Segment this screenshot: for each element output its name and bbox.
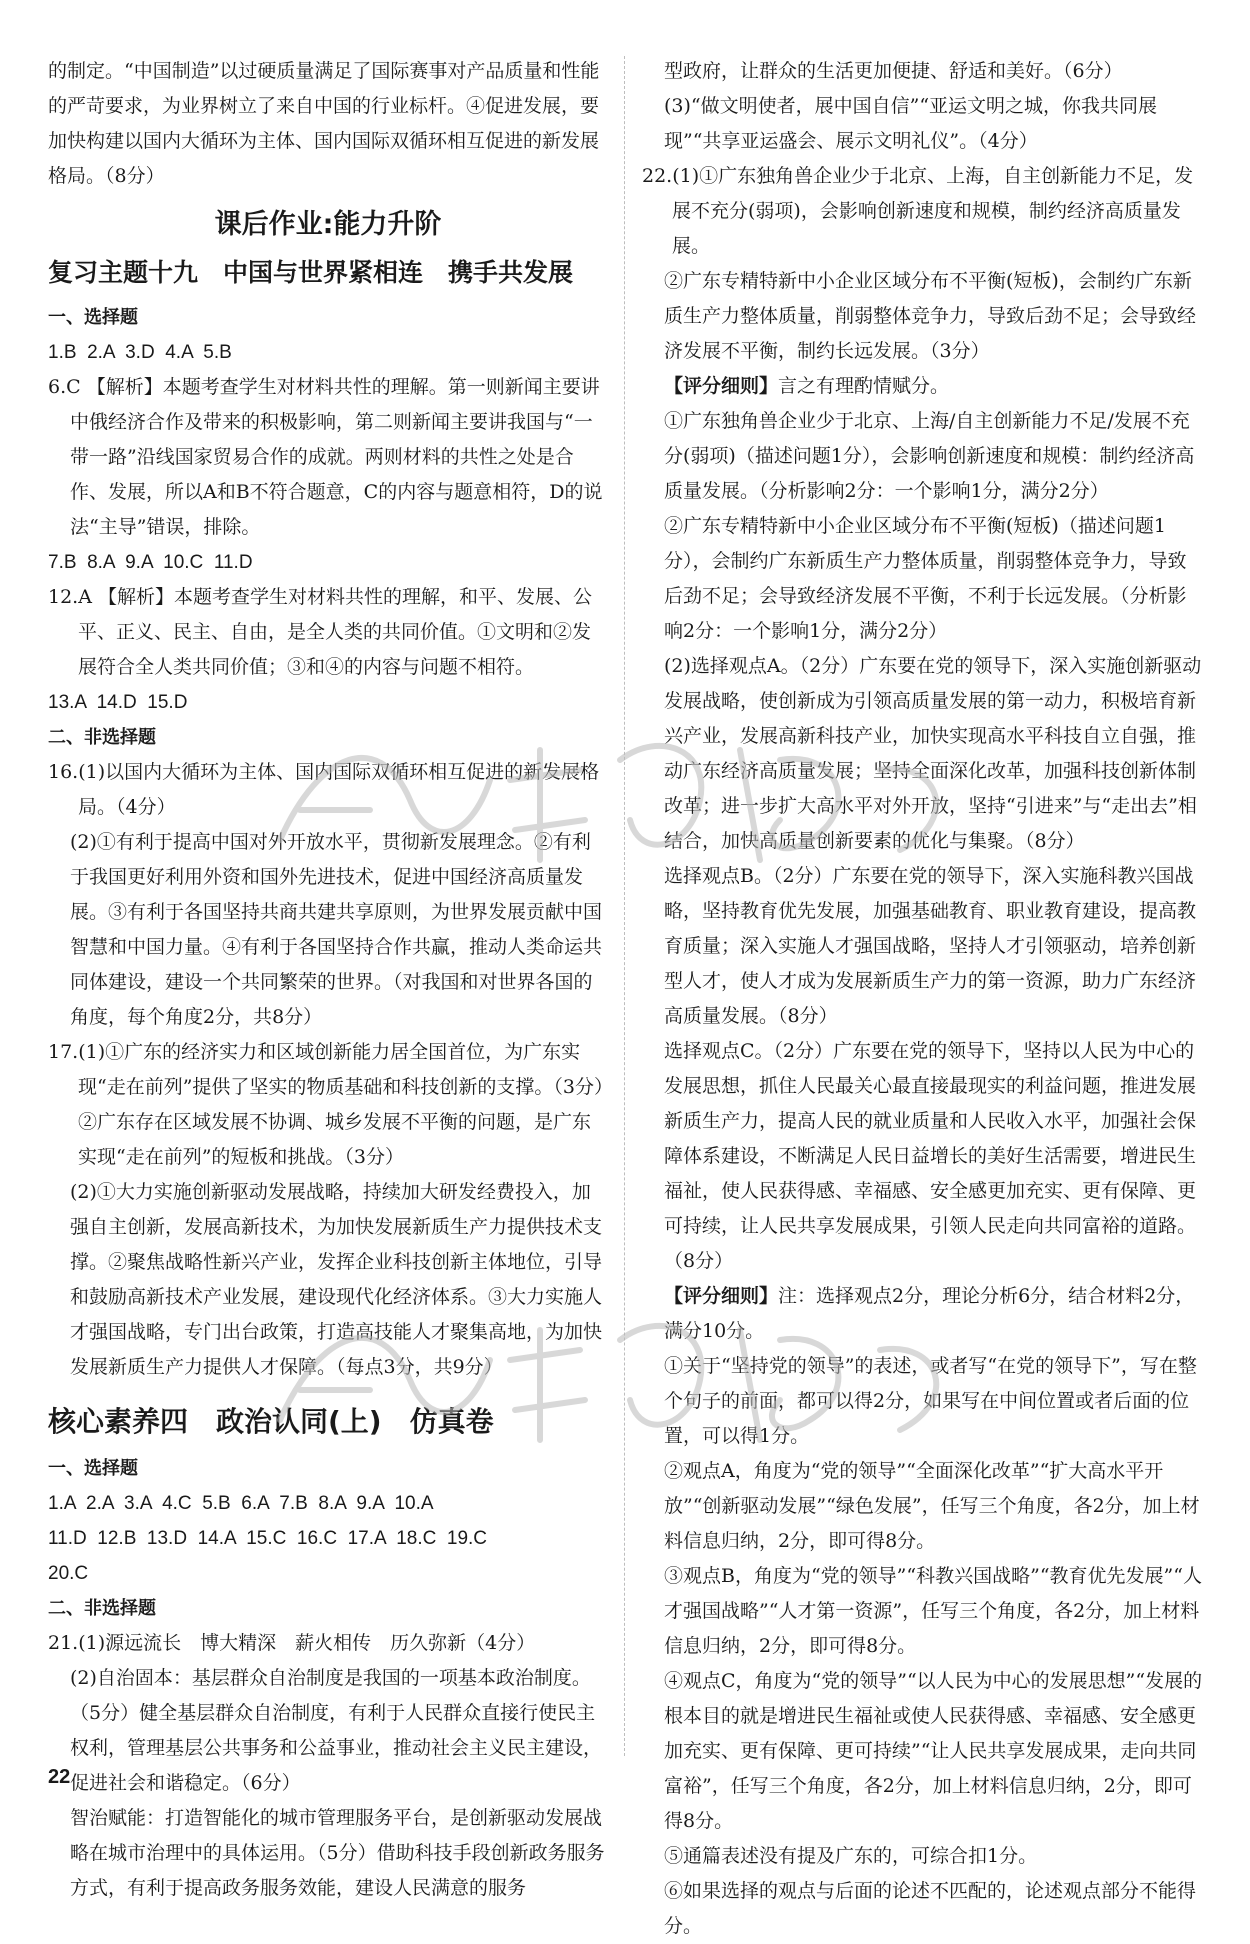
intro-paragraph: 的制定。“中国制造”以过硬质量满足了国际赛事对产品质量和性能的严苛要求，为业界树立了来自中国的行业标杆。④促进发展，要加快构建以国内大循环为主体、国内国际双循环相互促进的新发展格局。（8分）	[48, 60, 600, 187]
q17-part1: 17.(1)①广东的经济实力和区域创新能力居全国首位，为广东实现“走在前列”提供了坚实的物质基础和科技创新的支撑。（3分）②广东存在区域发展不协调、城乡发展不平衡的问题，是广东实现“走在前列”的短板和挑战。（3分）	[48, 1041, 604, 1168]
q22-viewpoint-b: 选择观点B。（2分）广东要在党的领导下，深入实施科教兴国战略，坚持教育优先发展，加强基础教育、职业教育建设，提高教育质量；深入实施人才强国战略，坚持人才引领驱动，培养创新型人才，使人才成为发展新质生产力的第一资源，助力广东经济高质量发展。（8分）	[664, 865, 1197, 1027]
mc-answers-2: 7.B 8.A 9.A 10.C 11.D	[48, 552, 253, 573]
q21-part3: (3)“做文明使者，展中国自信”“亚运文明之城，你我共同展现”“共享亚运盛会、展示文明礼仪”。（4分）	[664, 95, 1158, 152]
scoring-item-1: ①广东独角兽企业少于北京、上海/自主创新能力不足/发展不充分(弱项)（描述问题1分），会影响创新速度和规模：制约经济高质量发展。（分析影响2分：一个影响1分，满分2分）	[664, 410, 1195, 502]
scoring-detail-4: ④观点C，角度为“党的领导”“以人民为中心的发展思想”“发展的根本目的就是增进民生福祉或使人民获得感、幸福感、安全感更加充实、更有保障、更可持续”“让人民共享发展成果，走向共同富裕”，任写三个角度，各2分，加上材料信息归纳，2分，即可得8分。	[664, 1670, 1203, 1832]
scoring-item-2: ②广东专精特新中小企业区域分布不平衡(短板)（描述问题1分），会制约广东新质生产力整体质量，削弱整体竞争力，导致后劲不足；会导致经济发展不平衡，不利于长远发展。（分析影响2分：一个影响1分，满分2分）	[664, 515, 1187, 642]
scoring-note-1	[642, 369, 1204, 404]
topic-title: 复习主题十九 中国与世界紧相连 携手共发展	[48, 258, 574, 287]
scoring-text: 注：选择观点2分，理论分析6分，结合材料2分，满分10分。	[664, 1285, 1195, 1342]
q22-viewpoint-c: 选择观点C。（2分）广东要在党的领导下，坚持以人民为中心的发展思想，抓住人民最关心最直接最现实的利益问题，推进发展新质生产力，提高人民的就业质量和人民收入水平，加强社会保障体系建设，不断满足人民日益增长的美好生活需要，增进民生福祉，使人民获得感、幸福感、安全感更加充实、更有保障、更可持续，让人民共享发展成果，引领人民走向共同富裕的道路。（8分）	[664, 1040, 1197, 1272]
scoring-detail-3: ③观点B，角度为“党的领导”“科教兴国战略”“教育优先发展”“人才强国战略”“人才第一资源”，任写三个角度，各2分，加上材料信息归纳，2分，即可得8分。	[664, 1565, 1202, 1657]
scoring-label: 【评分细则】	[664, 1285, 779, 1307]
mc2-answers-1: 1.A 2.A 3.A 4.C 5.B 6.A 7.B 8.A 9.A 10.A	[48, 1493, 434, 1514]
q22-part1-b: ②广东专精特新中小企业区域分布不平衡(短板)，会制约广东新质生产力整体质量，削弱整体竞争力，导致后劲不足；会导致经济发展不平衡，制约长远发展。（3分）	[664, 270, 1197, 362]
q17-part2: (2)①大力实施创新驱动发展战略，持续加大研发经费投入，加强自主创新，发展高新技术，为加快发展新质生产力提供技术支撑。②聚焦战略性新兴产业，发挥企业科技创新主体地位，引导和鼓励高新技术产业发展，建设现代化经济体系。③大力实施人才强国战略，专门出台政策，打造高技能人才聚集高地，为加快发展新质生产力提供人才保障。（每点3分，共9分）	[70, 1181, 603, 1378]
q22-part1: 22.(1)①广东独角兽企业少于北京、上海，自主创新能力不足，发展不充分(弱项)，会影响创新速度和规模，制约经济高质量发展。	[642, 165, 1194, 257]
q22-viewpoint-a: (2)选择观点A。（2分）广东要在党的领导下，深入实施创新驱动发展战略，使创新成为引领高质量发展的第一动力，积极培育新兴产业，发展高新科技产业，加快实现高水平科技自立自强，推动广东经济高质量发展；坚持全面深化改革，加强科技创新体制改革；进一步扩大高水平对外开放，坚持“引进来”与“走出去”相结合，加快高质量创新要素的优化与集聚。（8分）	[664, 655, 1202, 852]
q12-analysis: 12.A 【解析】本题考查学生对材料共性的理解，和平、发展、公平、正义、民主、自由，是全人类的共同价值。①文明和②发展符合全人类共同价值；③和④的内容与问题不相符。	[48, 586, 592, 678]
q6-analysis: 6.C 【解析】本题考查学生对材料共性的理解。第一则新闻主要讲中俄经济合作及带来的积极影响，第二则新闻主要讲我国与“一带一路”沿线国家贸易合作的成就。两则材料的共性之处是合作、发展，所以A和B不符合题意，C的内容与题意相符，D的说法“主导”错误，排除。	[48, 376, 603, 538]
scoring-detail-2: ②观点A，角度为“党的领导”“全面深化改革”“扩大高水平开放”“创新驱动发展”“绿色发展”，任写三个角度，各2分，加上材料信息归纳，2分，即可得8分。	[664, 1460, 1200, 1552]
mc-header: 一、选择题	[48, 307, 138, 328]
nonmc2-header: 二、非选择题	[48, 1598, 156, 1619]
scoring-text: 言之有理酌情赋分。	[778, 375, 950, 397]
q16-part1: 16.(1)以国内大循环为主体、国内国际双循环相互促进的新发展格局。（4分）	[48, 761, 600, 818]
left-column	[48, 54, 608, 1906]
q21-continuation: 型政府，让群众的生活更加便捷、舒适和美好。（6分）	[664, 60, 1123, 82]
q16-part2: (2)①有利于提高中国对外开放水平，贯彻新发展理念。②有利于我国更好利用外资和国外先进技术，促进中国经济高质量发展。③有利于各国坚持共商共建共享原则，为世界发展贡献中国智慧和中国力量。④有利于各国坚持合作共赢，推动人类命运共同体建设，建设一个共同繁荣的世界。（对我国和对世界各国的角度，每个角度2分，共8分）	[70, 831, 603, 1028]
section-title: 课后作业:能力升阶	[214, 209, 442, 240]
scoring-detail-5: ⑤通篇表述没有提及广东的，可综合扣1分。	[664, 1845, 1038, 1867]
scoring-detail-6: ⑥如果选择的观点与后面的论述不匹配的，论述观点部分不能得分。	[664, 1880, 1197, 1937]
mc-answers-3: 13.A 14.D 15.D	[48, 692, 188, 713]
scoring-detail-1: ①关于“坚持党的领导”的表述，或者写“在党的领导下”，写在整个句子的前面，都可以得2分，如果写在中间位置或者后面的位置，可以得1分。	[664, 1355, 1197, 1447]
q21-part2-cont: 智治赋能：打造智能化的城市管理服务平台，是创新驱动发展战略在城市治理中的具体运用。（5分）借助科技手段创新政务服务方式，有利于提高政务服务效能，建设人民满意的服务	[70, 1807, 605, 1899]
mc2-answers-2: 11.D 12.B 13.D 14.A 15.C 16.C 17.A 18.C 19.C	[48, 1528, 488, 1549]
core-title: 核心素养四 政治认同(上) 仿真卷	[48, 1405, 494, 1438]
right-column	[642, 54, 1204, 1944]
scoring-label: 【评分细则】	[664, 375, 779, 397]
mc2-header: 一、选择题	[48, 1458, 138, 1479]
q21-part2: (2)自治固本：基层群众自治制度是我国的一项基本政治制度。（5分）健全基层群众自治制度，有利于人民群众直接行使民主权利，管理基层公共事务和公益事业，推动社会主义民主建设，促进社会和谐稳定。（6分）	[70, 1667, 603, 1794]
mc2-answers-3: 20.C	[48, 1563, 89, 1584]
nonmc-header: 二、非选择题	[48, 727, 156, 748]
page-number: 22	[48, 1766, 71, 1788]
mc-answers-1: 1.B 2.A 3.D 4.A 5.B	[48, 342, 232, 363]
scoring-note-2	[642, 1279, 1204, 1349]
column-divider	[624, 56, 625, 1756]
q21-part1: 21.(1)源远流长 博大精深 薪火相传 历久弥新（4分）	[48, 1632, 536, 1654]
